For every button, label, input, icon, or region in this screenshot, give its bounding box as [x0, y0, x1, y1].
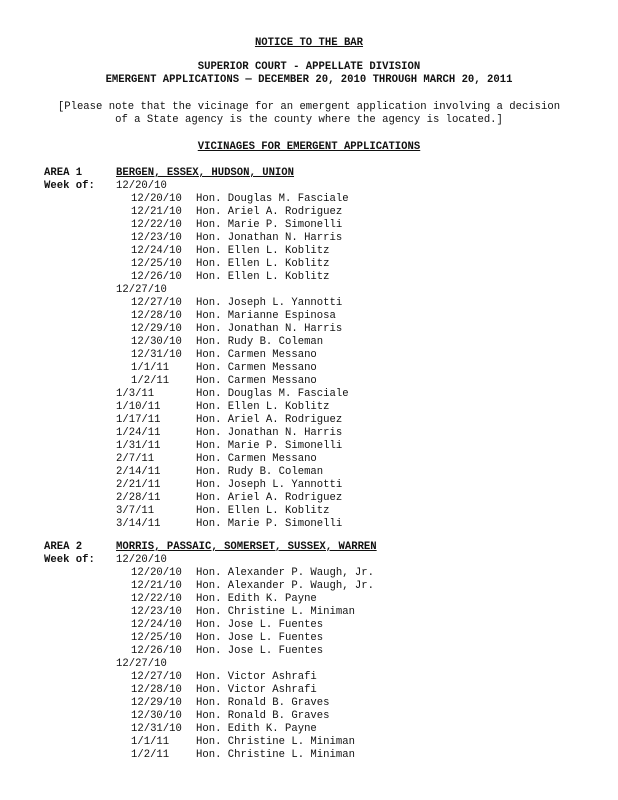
schedule-date: 12/29/10: [131, 697, 182, 709]
schedule-row: [116, 554, 516, 567]
schedule-row: [131, 606, 531, 619]
schedule-row: [131, 297, 531, 310]
schedule-date: 2/21/11: [116, 479, 161, 491]
schedule-row: [116, 518, 516, 531]
schedule-judge: Hon. Christine L. Miniman: [196, 736, 355, 748]
schedule-row: [131, 749, 531, 762]
schedule-judge: Hon. Ariel A. Rodriguez: [196, 492, 343, 504]
schedule-judge: Hon. Marianne Espinosa: [196, 310, 336, 322]
court-name: SUPERIOR COURT - APPELLATE DIVISION: [197, 61, 421, 73]
schedule-row: [116, 401, 516, 414]
schedule-row: [131, 336, 531, 349]
schedule-date: 12/26/10: [131, 645, 182, 657]
schedule-date: 2/28/11: [116, 492, 161, 504]
schedule-row: [131, 362, 531, 375]
schedule-row: [131, 671, 531, 684]
schedule-date: 12/26/10: [131, 271, 182, 283]
schedule-date: 3/14/11: [116, 518, 161, 530]
schedule-date: 1/2/11: [131, 749, 170, 761]
schedule-date: 1/31/11: [116, 440, 161, 452]
schedule-date: 12/27/10: [131, 297, 182, 309]
schedule-judge: Hon. Ellen L. Koblitz: [196, 258, 330, 270]
schedule-date: 12/28/10: [131, 684, 182, 696]
schedule-judge: Hon. Alexander P. Waugh, Jr.: [196, 567, 375, 579]
schedule-date: 1/1/11: [131, 736, 170, 748]
schedule-row: [131, 193, 531, 206]
schedule-date: 12/20/10: [131, 193, 182, 205]
schedule-judge: Hon. Jose L. Fuentes: [196, 619, 324, 631]
schedule-row: [131, 323, 531, 336]
schedule-date: 1/24/11: [116, 427, 161, 439]
schedule-judge: Hon. Douglas M. Fasciale: [196, 388, 349, 400]
schedule-row: [116, 658, 516, 671]
schedule-date: 12/27/10: [116, 658, 167, 670]
schedule-row: [116, 466, 516, 479]
schedule-judge: Hon. Carmen Messano: [196, 362, 317, 374]
schedule-date: 12/31/10: [131, 349, 182, 361]
schedule-row: [116, 284, 516, 297]
schedule-row: [116, 440, 516, 453]
schedule-date: 12/25/10: [131, 258, 182, 270]
schedule-row: [131, 632, 531, 645]
schedule-date: 2/14/11: [116, 466, 161, 478]
schedule-row: [116, 479, 516, 492]
area-1-label: AREA 1: [44, 167, 83, 179]
area-2-label: AREA 2: [44, 541, 83, 553]
schedule-date: 12/22/10: [131, 219, 182, 231]
schedule-row: [131, 232, 531, 245]
schedule-date: 12/29/10: [131, 323, 182, 335]
schedule-date: 12/27/10: [116, 284, 167, 296]
schedule-judge: Hon. Jonathan N. Harris: [196, 427, 343, 439]
schedule-row: [131, 375, 531, 388]
schedule-row: [131, 684, 531, 697]
area-2-week-label: Week of:: [44, 554, 95, 566]
schedule-date: 12/20/10: [116, 180, 167, 192]
schedule-row: [131, 697, 531, 710]
schedule-judge: Hon. Ellen L. Koblitz: [196, 401, 330, 413]
schedule-judge: Hon. Ariel A. Rodriguez: [196, 206, 343, 218]
schedule-judge: Hon. Jonathan N. Harris: [196, 232, 343, 244]
schedule-judge: Hon. Ellen L. Koblitz: [196, 505, 330, 517]
schedule-date: 12/31/10: [131, 723, 182, 735]
schedule-row: [116, 427, 516, 440]
schedule-judge: Hon. Christine L. Miniman: [196, 749, 355, 761]
area-1-counties: BERGEN, ESSEX, HUDSON, UNION: [116, 167, 295, 179]
schedule-row: [131, 219, 531, 232]
schedule-row: [131, 271, 531, 284]
schedule-judge: Hon. Carmen Messano: [196, 453, 317, 465]
schedule-date: 12/20/10: [116, 554, 167, 566]
schedule-judge: Hon. Ariel A. Rodriguez: [196, 414, 343, 426]
emergent-subtitle: EMERGENT APPLICATIONS — DECEMBER 20, 2010 THROUGH MARCH 20, 2011: [105, 74, 513, 86]
schedule-date: 1/3/11: [116, 388, 155, 400]
schedule-date: 12/21/10: [131, 206, 182, 218]
schedule-judge: Hon. Rudy B. Coleman: [196, 466, 324, 478]
schedule-judge: Hon. Ronald B. Graves: [196, 710, 330, 722]
schedule-row: [131, 593, 531, 606]
schedule-row: [116, 453, 516, 466]
schedule-row: [116, 414, 516, 427]
schedule-row: [131, 736, 531, 749]
schedule-date: 12/24/10: [131, 245, 182, 257]
schedule-row: [131, 258, 531, 271]
note-line-1: [Please note that the vicinage for an emergent application involving a decision: [57, 101, 561, 113]
section-title: VICINAGES FOR EMERGENT APPLICATIONS: [197, 141, 421, 153]
schedule-judge: Hon. Ellen L. Koblitz: [196, 271, 330, 283]
schedule-judge: Hon. Douglas M. Fasciale: [196, 193, 349, 205]
note-line-2: of a State agency is the county where the agency is located.]: [115, 114, 503, 126]
schedule-date: 1/10/11: [116, 401, 161, 413]
schedule-row: [116, 492, 516, 505]
schedule-row: [131, 206, 531, 219]
schedule-judge: Hon. Rudy B. Coleman: [196, 336, 324, 348]
schedule-row: [131, 349, 531, 362]
schedule-judge: Hon. Christine L. Miniman: [196, 606, 355, 618]
schedule-judge: Hon. Carmen Messano: [196, 375, 317, 387]
schedule-date: 12/30/10: [131, 710, 182, 722]
schedule-row: [131, 723, 531, 736]
schedule-judge: Hon. Joseph L. Yannotti: [196, 297, 343, 309]
schedule-date: 1/1/11: [131, 362, 170, 374]
schedule-date: 12/23/10: [131, 606, 182, 618]
schedule-date: 12/20/10: [131, 567, 182, 579]
schedule-date: 12/30/10: [131, 336, 182, 348]
schedule-judge: Hon. Jose L. Fuentes: [196, 645, 324, 657]
area-1-week-label: Week of:: [44, 180, 95, 192]
schedule-date: 12/28/10: [131, 310, 182, 322]
schedule-date: 1/17/11: [116, 414, 161, 426]
schedule-row: [131, 710, 531, 723]
schedule-judge: Hon. Alexander P. Waugh, Jr.: [196, 580, 375, 592]
schedule-date: 12/27/10: [131, 671, 182, 683]
schedule-row: [131, 245, 531, 258]
schedule-judge: Hon. Edith K. Payne: [196, 723, 317, 735]
schedule-row: [131, 580, 531, 593]
schedule-judge: Hon. Joseph L. Yannotti: [196, 479, 343, 491]
schedule-judge: Hon. Marie P. Simonelli: [196, 440, 343, 452]
notice-title: NOTICE TO THE BAR: [254, 37, 364, 49]
area-2-counties: MORRIS, PASSAIC, SOMERSET, SUSSEX, WARREN: [116, 541, 377, 553]
schedule-judge: Hon. Ellen L. Koblitz: [196, 245, 330, 257]
schedule-judge: Hon. Carmen Messano: [196, 349, 317, 361]
schedule-row: [131, 645, 531, 658]
schedule-row: [116, 505, 516, 518]
schedule-row: [131, 567, 531, 580]
schedule-row: [116, 388, 516, 401]
schedule-date: 3/7/11: [116, 505, 155, 517]
schedule-judge: Hon. Victor Ashrafi: [196, 684, 317, 696]
schedule-date: 12/23/10: [131, 232, 182, 244]
schedule-date: 12/21/10: [131, 580, 182, 592]
schedule-row: [131, 619, 531, 632]
schedule-date: 12/24/10: [131, 619, 182, 631]
schedule-date: 12/22/10: [131, 593, 182, 605]
schedule-judge: Hon. Marie P. Simonelli: [196, 518, 343, 530]
schedule-judge: Hon. Edith K. Payne: [196, 593, 317, 605]
schedule-judge: Hon. Jonathan N. Harris: [196, 323, 343, 335]
schedule-date: 12/25/10: [131, 632, 182, 644]
schedule-judge: Hon. Marie P. Simonelli: [196, 219, 343, 231]
schedule-judge: Hon. Jose L. Fuentes: [196, 632, 324, 644]
schedule-judge: Hon. Ronald B. Graves: [196, 697, 330, 709]
schedule-row: [131, 310, 531, 323]
schedule-date: 2/7/11: [116, 453, 155, 465]
schedule-date: 1/2/11: [131, 375, 170, 387]
schedule-judge: Hon. Victor Ashrafi: [196, 671, 317, 683]
schedule-row: [116, 180, 516, 193]
